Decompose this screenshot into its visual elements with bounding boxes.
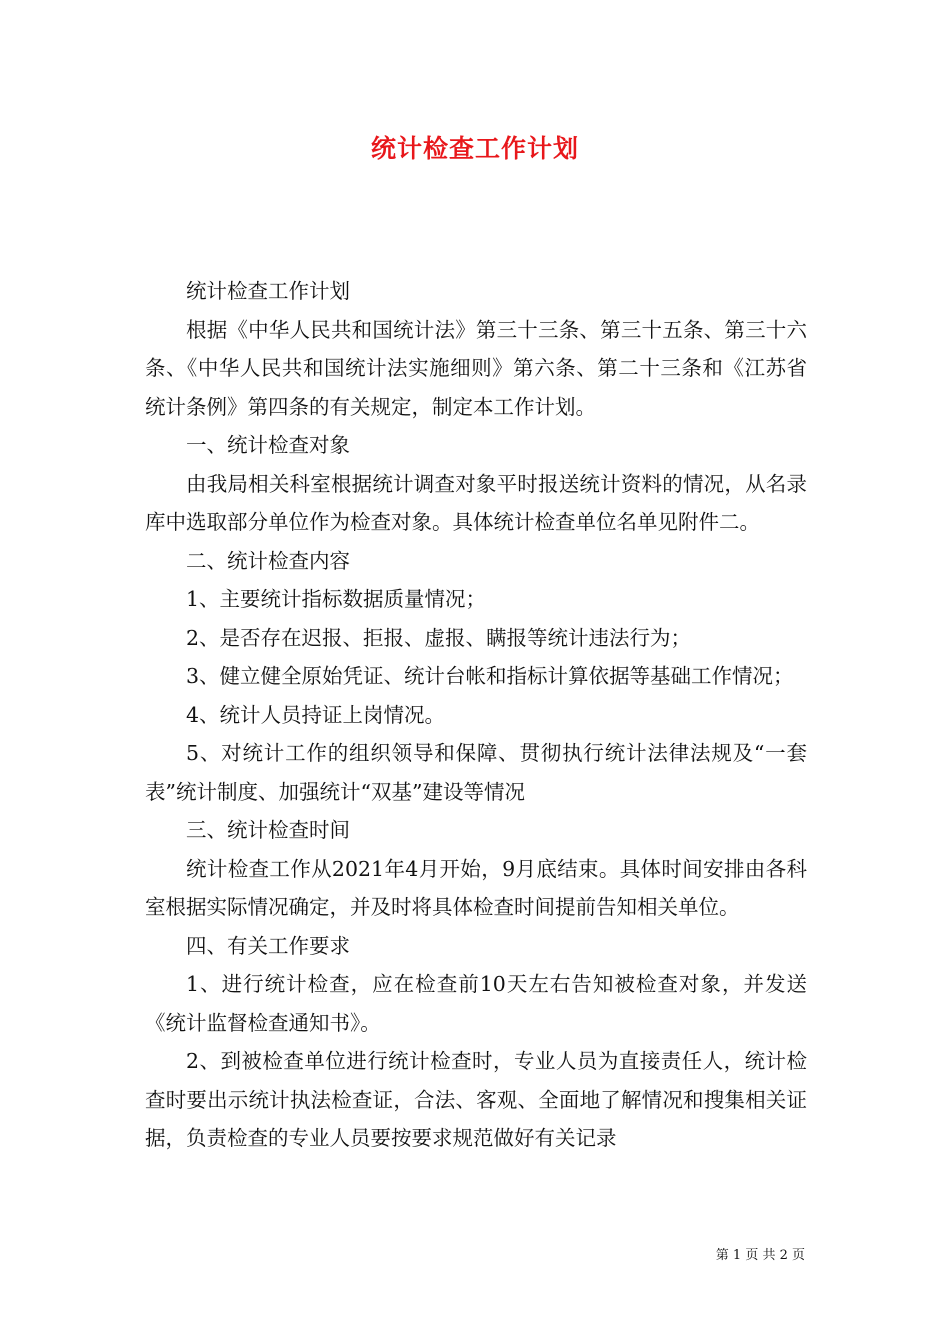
section-heading: 二、统计检查内容 <box>186 548 350 573</box>
list-item: 2、到被检查单位进行统计检查时，专业人员为直接责任人，统计检查时要出示统计执法检查证，合法、客观、全面地了解情况和搜集相关证据，负责检查的专业人员要按要求规范做好有关记录 <box>145 1049 807 1150</box>
section-heading: 四、有关工作要求 <box>186 933 350 958</box>
paragraph: 根据《中华人民共和国统计法》第三十三条、第三十五条、第三十六条、《中华人民共和国统计法实施细则》第六条、第二十三条和《江苏省统计条例》第四条的有关规定，制定本工作计划。 <box>145 317 807 419</box>
paragraph: 统计检查工作计划 <box>186 279 350 303</box>
list-item: 5、对统计工作的组织领导和保障、贯彻执行统计法律法规及“一套表”统计制度、加强统计“双基”建设等情况 <box>145 741 807 804</box>
paragraph: 统计检查工作从2021年4月开始，9月底结束。具体时间安排由各科室根据实际情况确定，并及时将具体检查时间提前告知相关单位。 <box>145 856 807 919</box>
section-heading: 三、统计检查时间 <box>186 818 350 842</box>
list-item: 2、是否存在迟报、拒报、虚报、瞒报等统计违法行为； <box>186 625 692 650</box>
list-item: 3、健立健全原始凭证、统计台帐和指标计算依据等基础工作情况； <box>186 664 794 688</box>
list-item: 4、统计人员持证上岗情况。 <box>186 702 446 727</box>
document-body <box>145 272 807 1158</box>
section-heading: 一、统计检查对象 <box>186 433 350 457</box>
page-number-footer: 第 1 页 共 2 页 <box>715 1248 805 1263</box>
paragraph: 由我局相关科室根据统计调查对象平时报送统计资料的情况，从名录库中选取部分单位作为检查对象。具体统计检查单位名单见附件二。 <box>145 471 807 534</box>
list-item: 1、主要统计指标数据质量情况； <box>186 587 487 611</box>
document-title: 统计检查工作计划 <box>370 134 579 163</box>
list-item: 1、进行统计检查，应在检查前10天左右告知被检查对象，并发送《统计监督检查通知书》。 <box>145 972 807 1035</box>
